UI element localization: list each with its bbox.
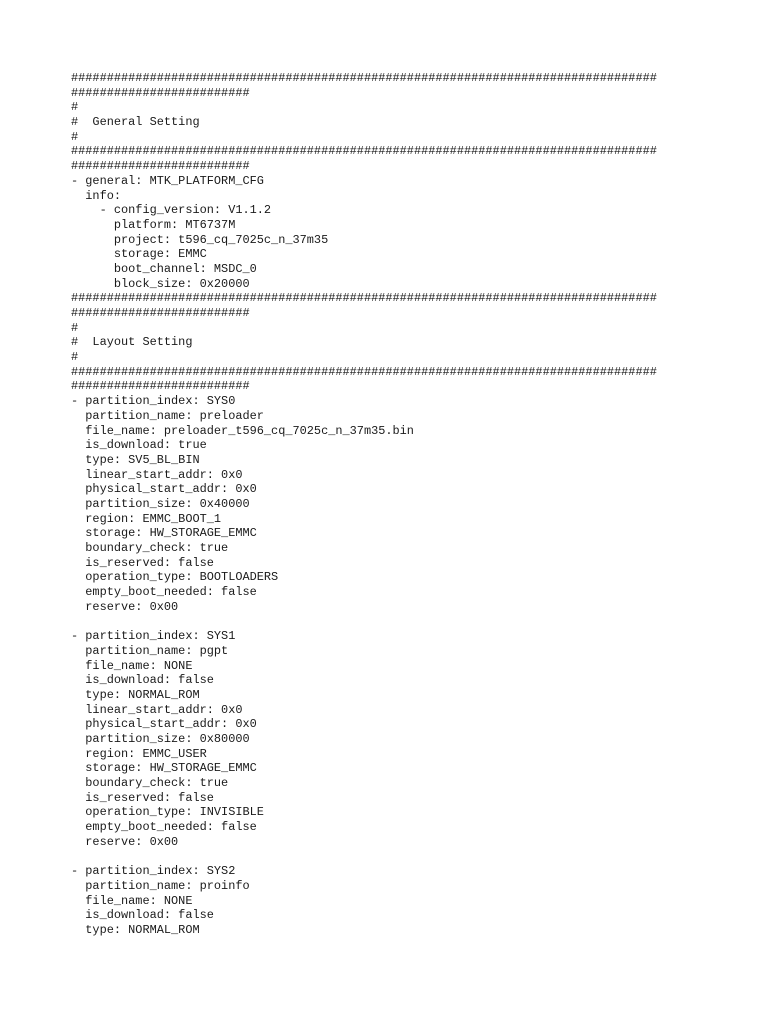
text-line: is_reserved: false: [71, 790, 214, 805]
text-line: type: NORMAL_ROM: [71, 687, 200, 702]
text-line: is_reserved: false: [71, 555, 214, 570]
text-line: file_name: preloader_t596_cq_7025c_n_37m35.bin: [71, 423, 414, 438]
text-line: [71, 614, 711, 629]
text-line: # General Setting: [71, 115, 200, 130]
text-line: project: t596_cq_7025c_n_37m35: [71, 232, 329, 247]
text-line: boundary_check: true: [71, 541, 229, 555]
text-line: #########################: [71, 159, 250, 174]
text-line: ##################################################################################: [71, 364, 657, 379]
text-line: storage: EMMC: [71, 247, 207, 262]
text-line: boundary_check: true: [71, 776, 229, 790]
text-line: [71, 849, 711, 864]
text-line: is_download: true: [71, 438, 207, 453]
text-line: # Layout Setting: [71, 335, 193, 350]
text-line: #: [71, 129, 79, 144]
text-line: - partition_index: SYS2: [71, 864, 236, 879]
text-line: - partition_index: SYS0: [71, 394, 236, 409]
text-line: operation_type: INVISIBLE: [71, 805, 264, 820]
text-line: region: EMMC_USER: [71, 746, 207, 761]
text-line: info:: [71, 188, 122, 203]
text-line: operation_type: BOOTLOADERS: [71, 570, 279, 585]
text-line: physical_start_addr: 0x0: [71, 482, 257, 497]
text-line: - general: MTK_PLATFORM_CFG: [71, 173, 264, 188]
text-line: linear_start_addr: 0x0: [71, 702, 243, 717]
text-line: - config_version: V1.1.2: [71, 203, 272, 218]
text-line: is_download: false: [71, 908, 214, 923]
text-line: #########################: [71, 85, 250, 100]
scatter-file-text: [71, 71, 711, 938]
text-line: partition_size: 0x40000: [71, 496, 250, 511]
text-line: type: SV5_BL_BIN: [71, 452, 200, 467]
text-line: empty_boot_needed: false: [71, 585, 257, 600]
text-line: type: NORMAL_ROM: [71, 922, 200, 937]
text-line: - partition_index: SYS1: [71, 629, 236, 644]
text-line: #: [71, 350, 79, 365]
text-line: partition_size: 0x80000: [71, 731, 250, 746]
text-line: reserve: 0x00: [71, 834, 179, 849]
text-line: is_download: false: [71, 673, 214, 688]
text-line: #: [71, 320, 79, 335]
text-line: partition_name: pgpt: [71, 643, 229, 658]
text-line: file_name: NONE: [71, 658, 193, 673]
text-line: ##################################################################################: [71, 291, 657, 306]
text-line: reserve: 0x00: [71, 599, 179, 614]
text-line: platform: MT6737M: [71, 217, 236, 232]
text-line: linear_start_addr: 0x0: [71, 467, 243, 482]
text-line: physical_start_addr: 0x0: [71, 717, 257, 732]
text-line: #: [71, 100, 79, 115]
text-line: partition_name: proinfo: [71, 878, 250, 893]
text-line: region: EMMC_BOOT_1: [71, 511, 222, 526]
text-line: storage: HW_STORAGE_EMMC: [71, 526, 257, 541]
text-line: ##################################################################################: [71, 71, 657, 85]
text-line: block_size: 0x20000: [71, 276, 250, 291]
text-line: #########################: [71, 379, 250, 394]
text-line: boot_channel: MSDC_0: [71, 261, 257, 276]
text-line: ##################################################################################: [71, 144, 657, 159]
text-line: partition_name: preloader: [71, 408, 264, 423]
text-line: storage: HW_STORAGE_EMMC: [71, 761, 257, 776]
text-line: empty_boot_needed: false: [71, 820, 257, 835]
text-line: #########################: [71, 306, 250, 320]
text-line: file_name: NONE: [71, 893, 193, 908]
